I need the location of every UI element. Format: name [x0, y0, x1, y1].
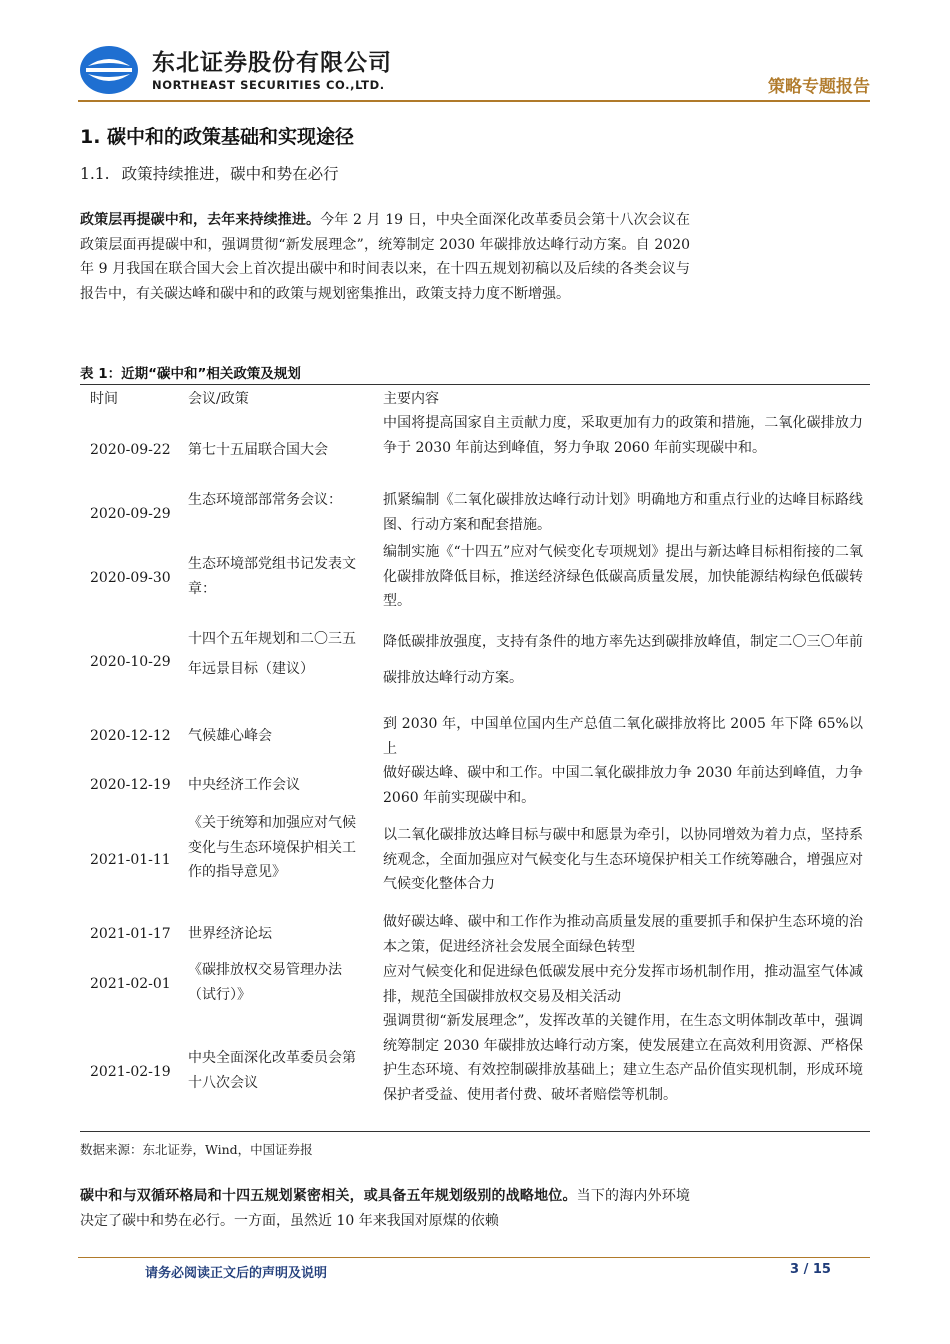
- table-cell-meeting: 中央经济工作会议: [188, 777, 300, 793]
- table-top-rule: [80, 384, 870, 385]
- table-cell-date: 2020-09-29: [90, 506, 171, 522]
- table-cell-content: 以二氧化碳排放达峰目标与碳中和愿景为牵引，以协同增效为着力点，坚持系统观念，全面加强应对气候变化与生态环境保护相关工作统筹融合，增强应对气候变化整体合力: [383, 827, 863, 892]
- table-cell-content: 降低碳排放强度，支持有条件的地方率先达到碳排放峰值，制定二〇三〇年前碳排放达峰行动方案。: [383, 634, 863, 686]
- table-cell-meeting: 《碳排放权交易管理办法（试行）》: [188, 962, 342, 1003]
- footer-divider: [78, 1257, 870, 1258]
- paragraph-body: 当下的海内外环境决定了碳中和势在必行。一方面，虽然近 10 年来我国对原煤的依赖: [80, 1188, 691, 1229]
- subsection-number: 1.1.: [80, 165, 110, 183]
- table-cell-meeting: 中央全面深化改革委员会第十八次会议: [188, 1050, 356, 1091]
- paragraph-body: 今年 2 月 19 日，中央全面深化改革委员会第十八次会议在政策层面再提碳中和，强调贯彻“新发展理念”，统筹制定 2030 年碳排放达峰行动方案。自 2020 年 9 月我国在联合国大会上首次提出碳中和时间表以来，在十四五规划初稿以及后续的各类会议与报告中，有关碳达峰和碳中和的政策与规划密集推出，政策支持力度不断增强。: [80, 212, 690, 302]
- table-cell-content: 抓紧编制《二氧化碳排放达峰行动计划》明确地方和重点行业的达峰目标路线图、行动方案和配套措施。: [383, 492, 863, 533]
- company-name-en: NORTHEAST SECURITIES CO.,LTD.: [152, 78, 385, 92]
- subsection-title: 政策持续推进，碳中和势在必行: [121, 165, 339, 183]
- table-cell-date: 2020-09-30: [90, 570, 171, 586]
- table-cell-date: 2021-02-19: [90, 1064, 171, 1080]
- table-cell-date: 2020-10-29: [90, 654, 171, 670]
- table-cell-date: 2020-09-22: [90, 442, 171, 458]
- paragraph-strategy: [80, 1184, 690, 1233]
- page-number: 3 / 15: [790, 1262, 831, 1277]
- table-title: 表 1：近期“碳中和”相关政策及规划: [80, 366, 301, 382]
- table-cell-date: 2021-01-11: [90, 852, 171, 868]
- table-cell-date: 2021-01-17: [90, 926, 171, 942]
- table-cell-meeting: 《关于统筹和加强应对气候变化与生态环境保护相关工作的指导意见》: [188, 815, 356, 880]
- table-cell-date: 2021-02-01: [90, 976, 171, 992]
- page-header: [78, 38, 870, 100]
- footer-disclaimer-note: 请务必阅读正文后的声明及说明: [145, 1266, 328, 1281]
- table-cell-content: 中国将提高国家自主贡献力度，采取更加有力的政策和措施，二氧化碳排放力争于 2030 年前达到峰值，努力争取 2060 年前实现碳中和。: [383, 415, 863, 456]
- table-header-content: 主要内容: [383, 391, 439, 407]
- paragraph-lead: 政策层再提碳中和，去年来持续推进。: [80, 212, 321, 228]
- table-source: 数据来源：东北证券，Wind，中国证券报: [80, 1142, 313, 1157]
- table-cell-meeting: 气候雄心峰会: [188, 728, 272, 744]
- table-bottom-rule: [80, 1131, 870, 1132]
- table-cell-meeting: 生态环境部部常务会议：: [188, 492, 342, 508]
- table-cell-content: 到 2030 年，中国单位国内生产总值二氧化碳排放将比 2005 年下降 65%以上: [383, 716, 863, 757]
- header-divider: [78, 100, 870, 102]
- subsection-heading: [80, 162, 339, 184]
- company-name-cn: 东北证券股份有限公司: [152, 50, 392, 76]
- table-cell-meeting: 第七十五届联合国大会: [188, 442, 328, 458]
- table-cell-date: 2020-12-12: [90, 728, 171, 744]
- table-cell-date: 2020-12-19: [90, 777, 171, 793]
- table-cell-meeting: 十四个五年规划和二〇三五年远景目标（建议）: [188, 631, 356, 677]
- table-cell-meeting: 世界经济论坛: [188, 926, 272, 942]
- table-cell-content: 做好碳达峰、碳中和工作。中国二氧化碳排放力争 2030 年前达到峰值，力争 2060 年前实现碳中和。: [383, 765, 863, 806]
- table-cell-content: 强调贯彻“新发展理念”，发挥改革的关键作用，在生态文明体制改革中，强调统筹制定 2030 年碳排放达峰行动方案，使发展建立在高效利用资源、严格保护生态环境、有效控制碳排放基础上；建立生态产品价值实现机制，形成环境保护者受益、使用者付费、破坏者赔偿等机制。: [383, 1013, 863, 1103]
- table-cell-content: 编制实施《“十四五”应对气候变化专项规划》提出与新达峰目标相衔接的二氧化碳排放降低目标，推送经济绿色低碳高质量发展，加快能源结构绿色低碳转型。: [383, 544, 863, 609]
- table-cell-content: 做好碳达峰、碳中和工作作为推动高质量发展的重要抓手和保护生态环境的治本之策，促进经济社会发展全面绿色转型: [383, 914, 863, 955]
- paragraph-lead: 碳中和与双循环格局和十四五规划紧密相关，或具备五年规划级别的战略地位。: [80, 1188, 577, 1204]
- section-heading: 1. 碳中和的政策基础和实现途径: [80, 126, 355, 148]
- table-header-date: 时间: [90, 391, 118, 407]
- report-type: 策略专题报告: [768, 77, 870, 97]
- table-header-meeting: 会议/政策: [188, 391, 249, 407]
- northeast-securities-logo-icon: [78, 44, 140, 96]
- table-cell-content: 应对气候变化和促进绿色低碳发展中充分发挥市场机制作用，推动温室气体减排，规范全国碳排放权交易及相关活动: [383, 964, 863, 1005]
- paragraph-policy: [80, 208, 690, 306]
- table-cell-meeting: 生态环境部党组书记发表文章：: [188, 556, 356, 597]
